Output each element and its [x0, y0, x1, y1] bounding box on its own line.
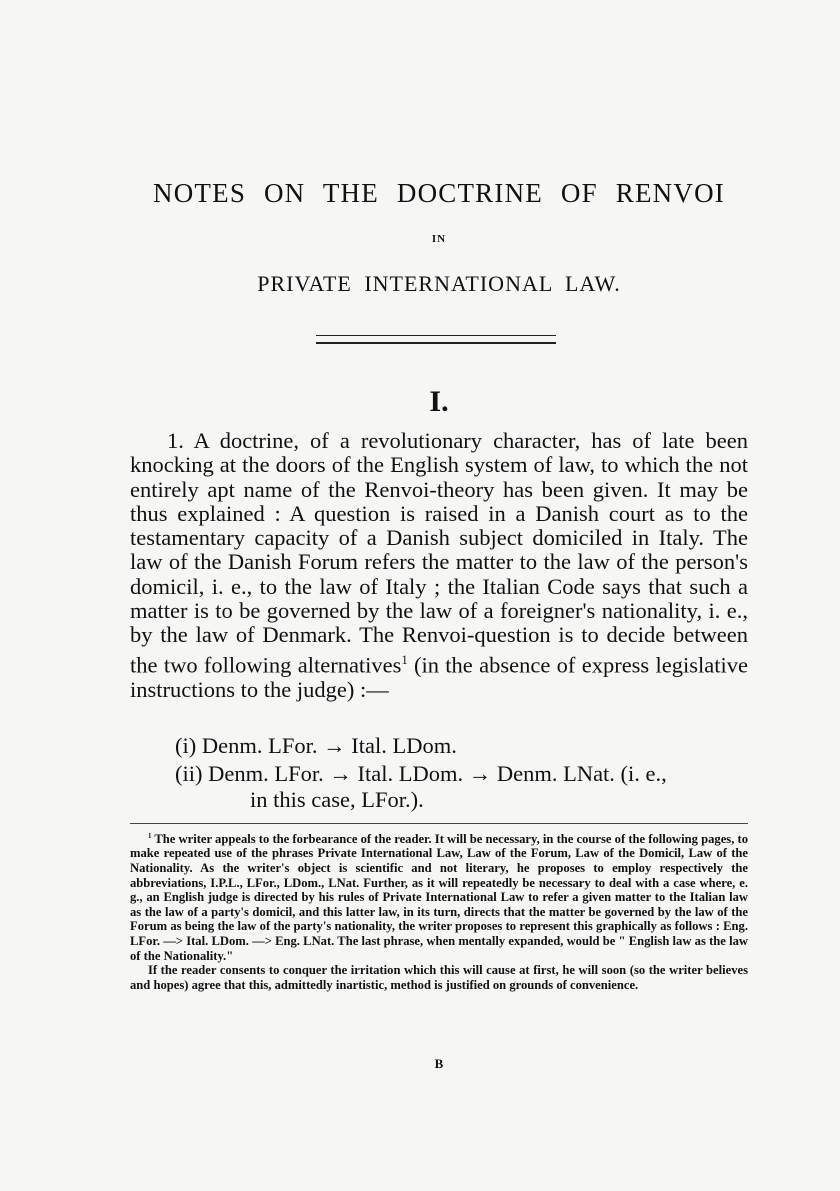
alternative-2: (ii) Denm. LFor. → Ital. LDom. → Denm. LNat. (i. e., [175, 761, 667, 786]
footnote-rule [130, 823, 748, 824]
footnote-text-1: The writer appeals to the forbearance of the reader. It will be necessary, in the course of the following pages, to make repeated use of the phrases Private International Law, Law of the Forum, Law of the Domicil, Law of the Nationality. As the writer's object is scientific and not literary, he proposes to employ respectively the abbreviations, I.P.L., LFor., LDom., LNat. Further, as it will repeatedly be necessary to deal with a case where, e. g., an English judge is directed by his rules of Private International Law to refer a given matter to the Italian law as the law of a party's domicil, and this latter law, in its turn, directs that the matter be governed by the law of the Forum as being the law of the party's nationality, the writer proposes to represent this graphically as follows : Eng. LFor. —> Ital. LDom. —> Eng. LNat. The last phrase, when mentally expanded, would be " English law as the law of the Nationality." [130, 831, 748, 963]
document-subtitle: PRIVATE INTERNATIONAL LAW. [257, 271, 621, 296]
title-rule-top [316, 335, 556, 336]
footnote-reference: 1 [401, 652, 408, 667]
signature-mark: B [434, 1056, 444, 1071]
alternative-2-continuation: in this case, LFor.). [250, 787, 424, 812]
footnote [130, 830, 748, 992]
body-paragraph [130, 429, 748, 702]
footnote-text-2: If the reader consents to conquer the irritation which this will cause at first, he will soon (so the writer believes and hopes) agree that this, admittedly inartistic, method is justified on grounds of convenience. [130, 963, 748, 992]
footnote-marker: 1 [148, 833, 152, 840]
title-connector: IN [431, 233, 447, 245]
document-title: NOTES ON THE DOCTRINE OF RENVOI [153, 178, 725, 208]
paragraph-1-text: 1. A doctrine, of a revolutionary character, has of late been knocking at the doors of the English system of law, to which the not entirely apt name of the Renvoi-theory has been given. It may be thus explained : A question is raised in a Danish court as to the testamentary capacity of a Danish subject domiciled in Italy. The law of the Danish Forum refers the matter to the law of the person's domicil, i. e., to the law of Italy ; the Italian Code says that such a matter is to be governed by the law of a foreigner's nationality, i. e., by the law of Denmark. The Renvoi-question is to decide between the two following alternatives [130, 428, 748, 678]
alternative-1: (i) Denm. LFor. → Ital. LDom. [175, 733, 457, 758]
title-rule-bottom [316, 342, 556, 344]
paragraph-1-end: (in the absence of express legislative instructions to the judge) :— [130, 652, 748, 702]
section-numeral: I. [429, 385, 449, 418]
